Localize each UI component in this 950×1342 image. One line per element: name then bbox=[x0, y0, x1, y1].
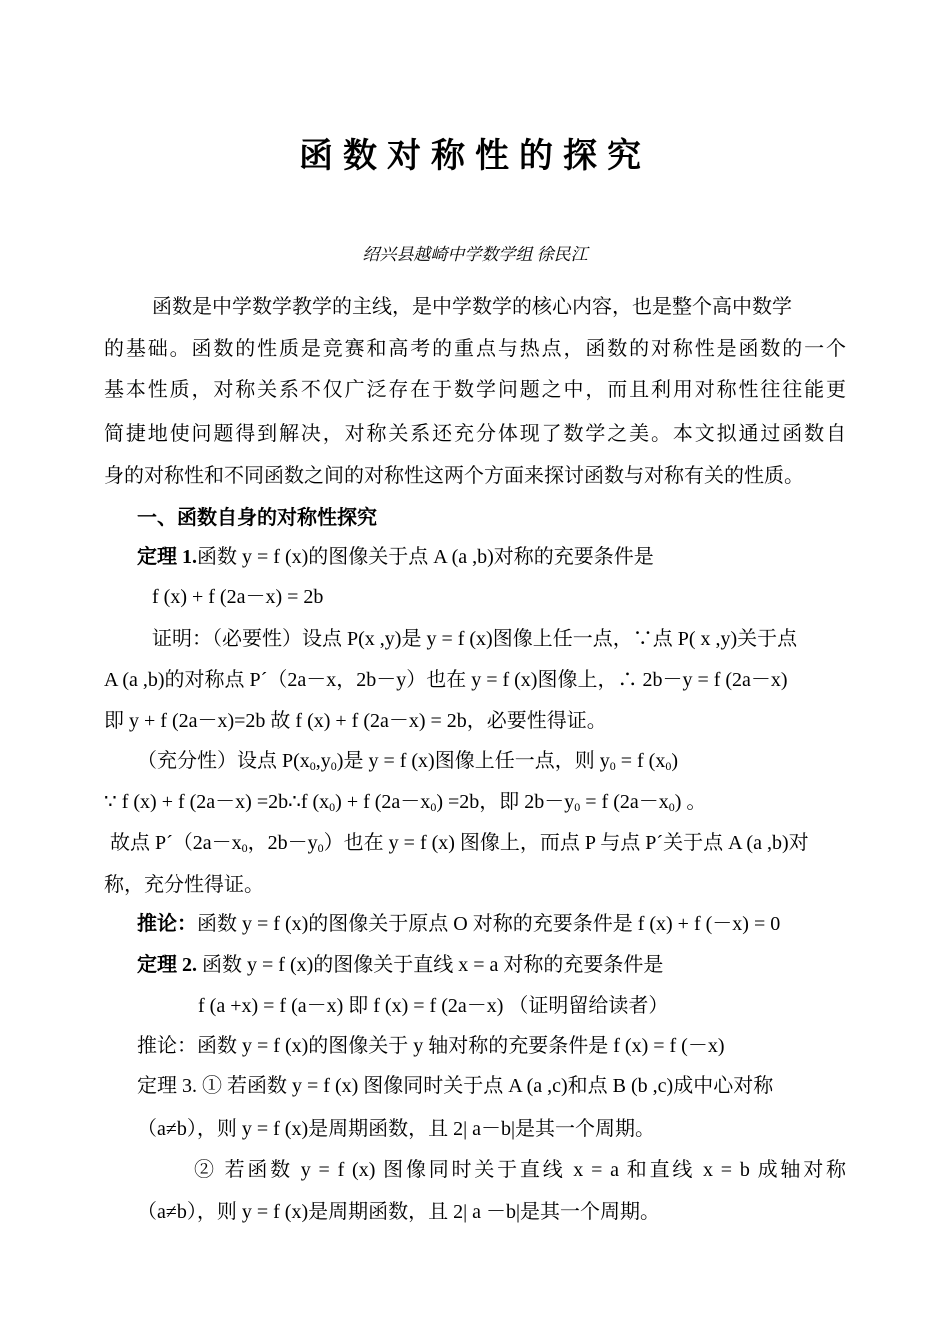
sufficiency-line-1 bbox=[137, 748, 678, 774]
text-run: )是 y = f (x)图像上任一点，则 y bbox=[336, 750, 610, 772]
theorem-1-label: 定理 1. bbox=[137, 546, 197, 568]
subscript: 0 bbox=[430, 800, 437, 814]
subscript: 0 bbox=[317, 841, 324, 855]
sufficiency-line-3 bbox=[110, 830, 809, 856]
subscript: 0 bbox=[329, 800, 336, 814]
intro-line-4: 简捷地使问题得到解决，对称关系还充分体现了数学之美。本文拟通过函数自 bbox=[104, 423, 846, 445]
subscript: 0 bbox=[665, 759, 672, 773]
theorem-2-formula: f (a +x) = f (a－x) 即 f (x) = f (2a－x) （证明留给读者） bbox=[198, 995, 669, 1017]
theorem-3-line-4: （a≠b），则 y = f (x)是周期函数，且 2| a －b|是其一个周期。 bbox=[137, 1201, 660, 1223]
corollary-2: 推论：函数 y = f (x)的图像关于 y 轴对称的充要条件是 f (x) = f (－x) bbox=[137, 1035, 725, 1057]
corollary-1-text: 函数 y = f (x)的图像关于原点 O 对称的充要条件是 f (x) + f (－x) = 0 bbox=[197, 913, 781, 935]
intro-line-3: 基本性质，对称关系不仅广泛存在于数学问题之中，而且利用对称性往往能更 bbox=[104, 379, 846, 401]
text-run: 故点 P´（2a－x bbox=[110, 832, 242, 854]
text-run: ) + f (2a－x bbox=[335, 791, 431, 813]
theorem-2 bbox=[137, 952, 663, 978]
theorem-3-line-2: （a≠b），则 y = f (x)是周期函数，且 2| a－b|是其一个周期。 bbox=[137, 1118, 655, 1140]
sufficiency-line-4: 称，充分性得证。 bbox=[104, 874, 264, 896]
theorem-2-text: 函数 y = f (x)的图像关于直线 x = a 对称的充要条件是 bbox=[197, 954, 664, 976]
proof-line-3: 即 y + f (2a－x)=2b 故 f (x) + f (2a－x) = 2b，必要性得证。 bbox=[104, 710, 607, 732]
proof-line-2: A (a ,b)的对称点 P´（2a－x，2b－y）也在 y = f (x)图像上，∴ 2b－y = f (2a－x) bbox=[104, 669, 788, 691]
text-run: = f (x bbox=[615, 750, 666, 772]
text-run: ) =2b，即 2b－y bbox=[436, 791, 575, 813]
subscript: 0 bbox=[241, 841, 248, 855]
proof-line-1: 证明：（必要性）设点 P(x ,y)是 y = f (x)图像上任一点，∵点 P( x ,y)关于点 bbox=[152, 628, 798, 650]
subscript: 0 bbox=[668, 800, 675, 814]
text-run: = f (2a－x bbox=[580, 791, 669, 813]
subscript: 0 bbox=[609, 759, 616, 773]
corollary-1 bbox=[137, 911, 780, 937]
intro-line-5: 身的对称性和不同函数之间的对称性这两个方面来探讨函数与对称有关的性质。 bbox=[104, 465, 804, 487]
section-heading: 一、函数自身的对称性探究 bbox=[137, 507, 377, 529]
theorem-1-text: 函数 y = f (x)的图像关于点 A (a ,b)对称的充要条件是 bbox=[197, 546, 654, 568]
theorem-1 bbox=[137, 544, 654, 570]
sufficiency-line-2 bbox=[104, 789, 706, 815]
author-line: 绍兴县越崎中学数学组 徐民江 bbox=[362, 245, 588, 264]
corollary-1-label: 推论： bbox=[137, 913, 197, 935]
text-run: ，2b－y bbox=[247, 832, 318, 854]
text-run: ）也在 y = f (x) 图像上，而点 P 与点 P´关于点 A (a ,b)对 bbox=[323, 832, 809, 854]
text-run: （充分性）设点 P(x bbox=[137, 750, 310, 772]
theorem-1-formula: f (x) + f (2a－x) = 2b bbox=[152, 586, 324, 608]
text-run: ) 。 bbox=[674, 791, 707, 813]
text-run: ∵ f (x) + f (2a－x) =2b∴f (x bbox=[104, 791, 330, 813]
theorem-2-label: 定理 2. bbox=[137, 954, 197, 976]
subscript: 0 bbox=[309, 759, 316, 773]
intro-line-1: 函数是中学数学教学的主线，是中学数学的核心内容，也是整个高中数学 bbox=[152, 296, 792, 318]
theorem-3-line-1: 定理 3. ① 若函数 y = f (x) 图像同时关于点 A (a ,c)和点 B (b ,c)成中心对称 bbox=[137, 1075, 774, 1097]
subscript: 0 bbox=[330, 759, 337, 773]
text-run: ) bbox=[671, 750, 678, 772]
page-title: 函数对称性的探究 bbox=[299, 136, 651, 176]
theorem-3-line-3: ② 若函数 y = f (x) 图像同时关于直线 x = a 和直线 x = b 成轴对称 bbox=[194, 1159, 846, 1181]
text-run: ,y bbox=[315, 750, 331, 772]
subscript: 0 bbox=[574, 800, 581, 814]
intro-line-2: 的基础。函数的性质是竞赛和高考的重点与热点，函数的对称性是函数的一个 bbox=[104, 338, 846, 360]
